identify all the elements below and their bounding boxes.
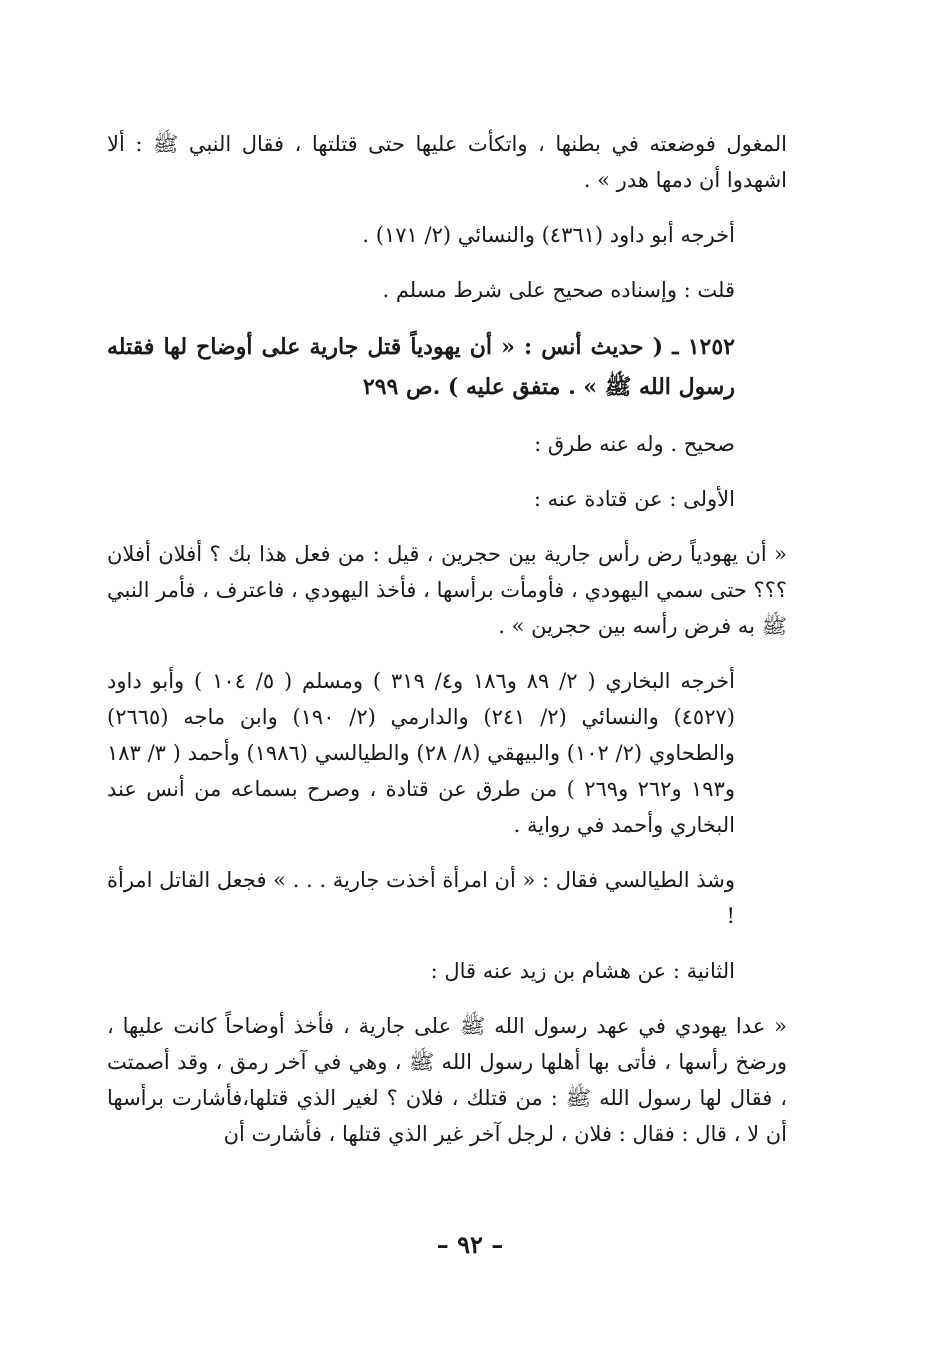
paragraph-isnad-note: قلت : وإسناده صحيح على شرط مسلم . bbox=[382, 278, 735, 302]
paragraph-grading: صحيح . وله عنه طرق : bbox=[534, 432, 735, 456]
page-body bbox=[107, 126, 787, 1171]
paragraph-tayalisi-note: وشذ الطيالسي فقال : « أن امرأة أخذت جارية . . . » فجعل القاتل امرأة ! bbox=[107, 868, 735, 928]
hadith-heading-1252: ١٢٥٢ ـ ( حديث أنس : « أن يهودياً قتل جارية على أوضاح لها فقتله رسول الله ﷺ » . متفق عليه ) .ص ٢٩٩ bbox=[107, 334, 735, 400]
paragraph-hadith-text-qatada: « أن يهودياً رض رأس جارية بين حجرين ، قيل : من فعل هذا بك ؟ أفلان أفلان ؟؟؟ حتى سمي اليهودي ، فأومأت برأسها ، فأخذ اليهودي ، فاعترف ، فأمر النبي ﷺ به فرض رأسه بين حجرين » . bbox=[107, 542, 787, 638]
paragraph-hadith-text-hisham: « عدا يهودي في عهد رسول الله ﷺ على جارية ، فأخذ أوضاحاً كانت عليها ، ورضخ رأسها ، فأتى بها أهلها رسول الله ﷺ ، وهي في آخر رمق ، وقد أصمتت ، فقال لها رسول الله ﷺ : من قتلك ، فلان ؟ لغير الذي قتلها،فأشارت برأسها أن لا ، قال : فقال : فلان ، لرجل آخر غير الذي قتلها ، فأشارت أن bbox=[107, 1014, 787, 1146]
paragraph-continuation: المغول فوضعته في بطنها ، واتكأت عليها حتى قتلتها ، فقال النبي ﷺ : ألا اشهدوا أن دمها هدر » . bbox=[107, 132, 787, 192]
paragraph-takhrij: أخرجه البخاري ( ٢/ ٨٩ و١٨٦ و٤/ ٣١٩ ) ومسلم ( ٥/ ١٠٤ ) وأبو داود (٤٥٢٧) والنسائي (٢/ ٢٤١) والدارمي (٢/ ١٩٠) وابن ماجه (٢٦٦٥) والطحاوي (٢/ ١٠٢) والبيهقي (٨/ ٢٨) والطيالسي (١٩٨٦) وأحمد ( ٣/ ١٨٣ و١٩٣ و٢٦٢ و٢٦٩ ) من طرق عن قتادة ، وصرح بسماعه من أنس عند البخاري وأحمد في رواية . bbox=[107, 669, 735, 837]
paragraph-second-route: الثانية : عن هشام بن زيد عنه قال : bbox=[430, 959, 735, 983]
paragraph-citation-abu-dawud: أخرجه أبو داود (٤٣٦١) والنسائي (٢/ ١٧١) . bbox=[362, 223, 735, 247]
paragraph-first-route: الأولى : عن قتادة عنه : bbox=[533, 487, 735, 511]
page-number: – ٩٢ – bbox=[436, 1230, 504, 1259]
